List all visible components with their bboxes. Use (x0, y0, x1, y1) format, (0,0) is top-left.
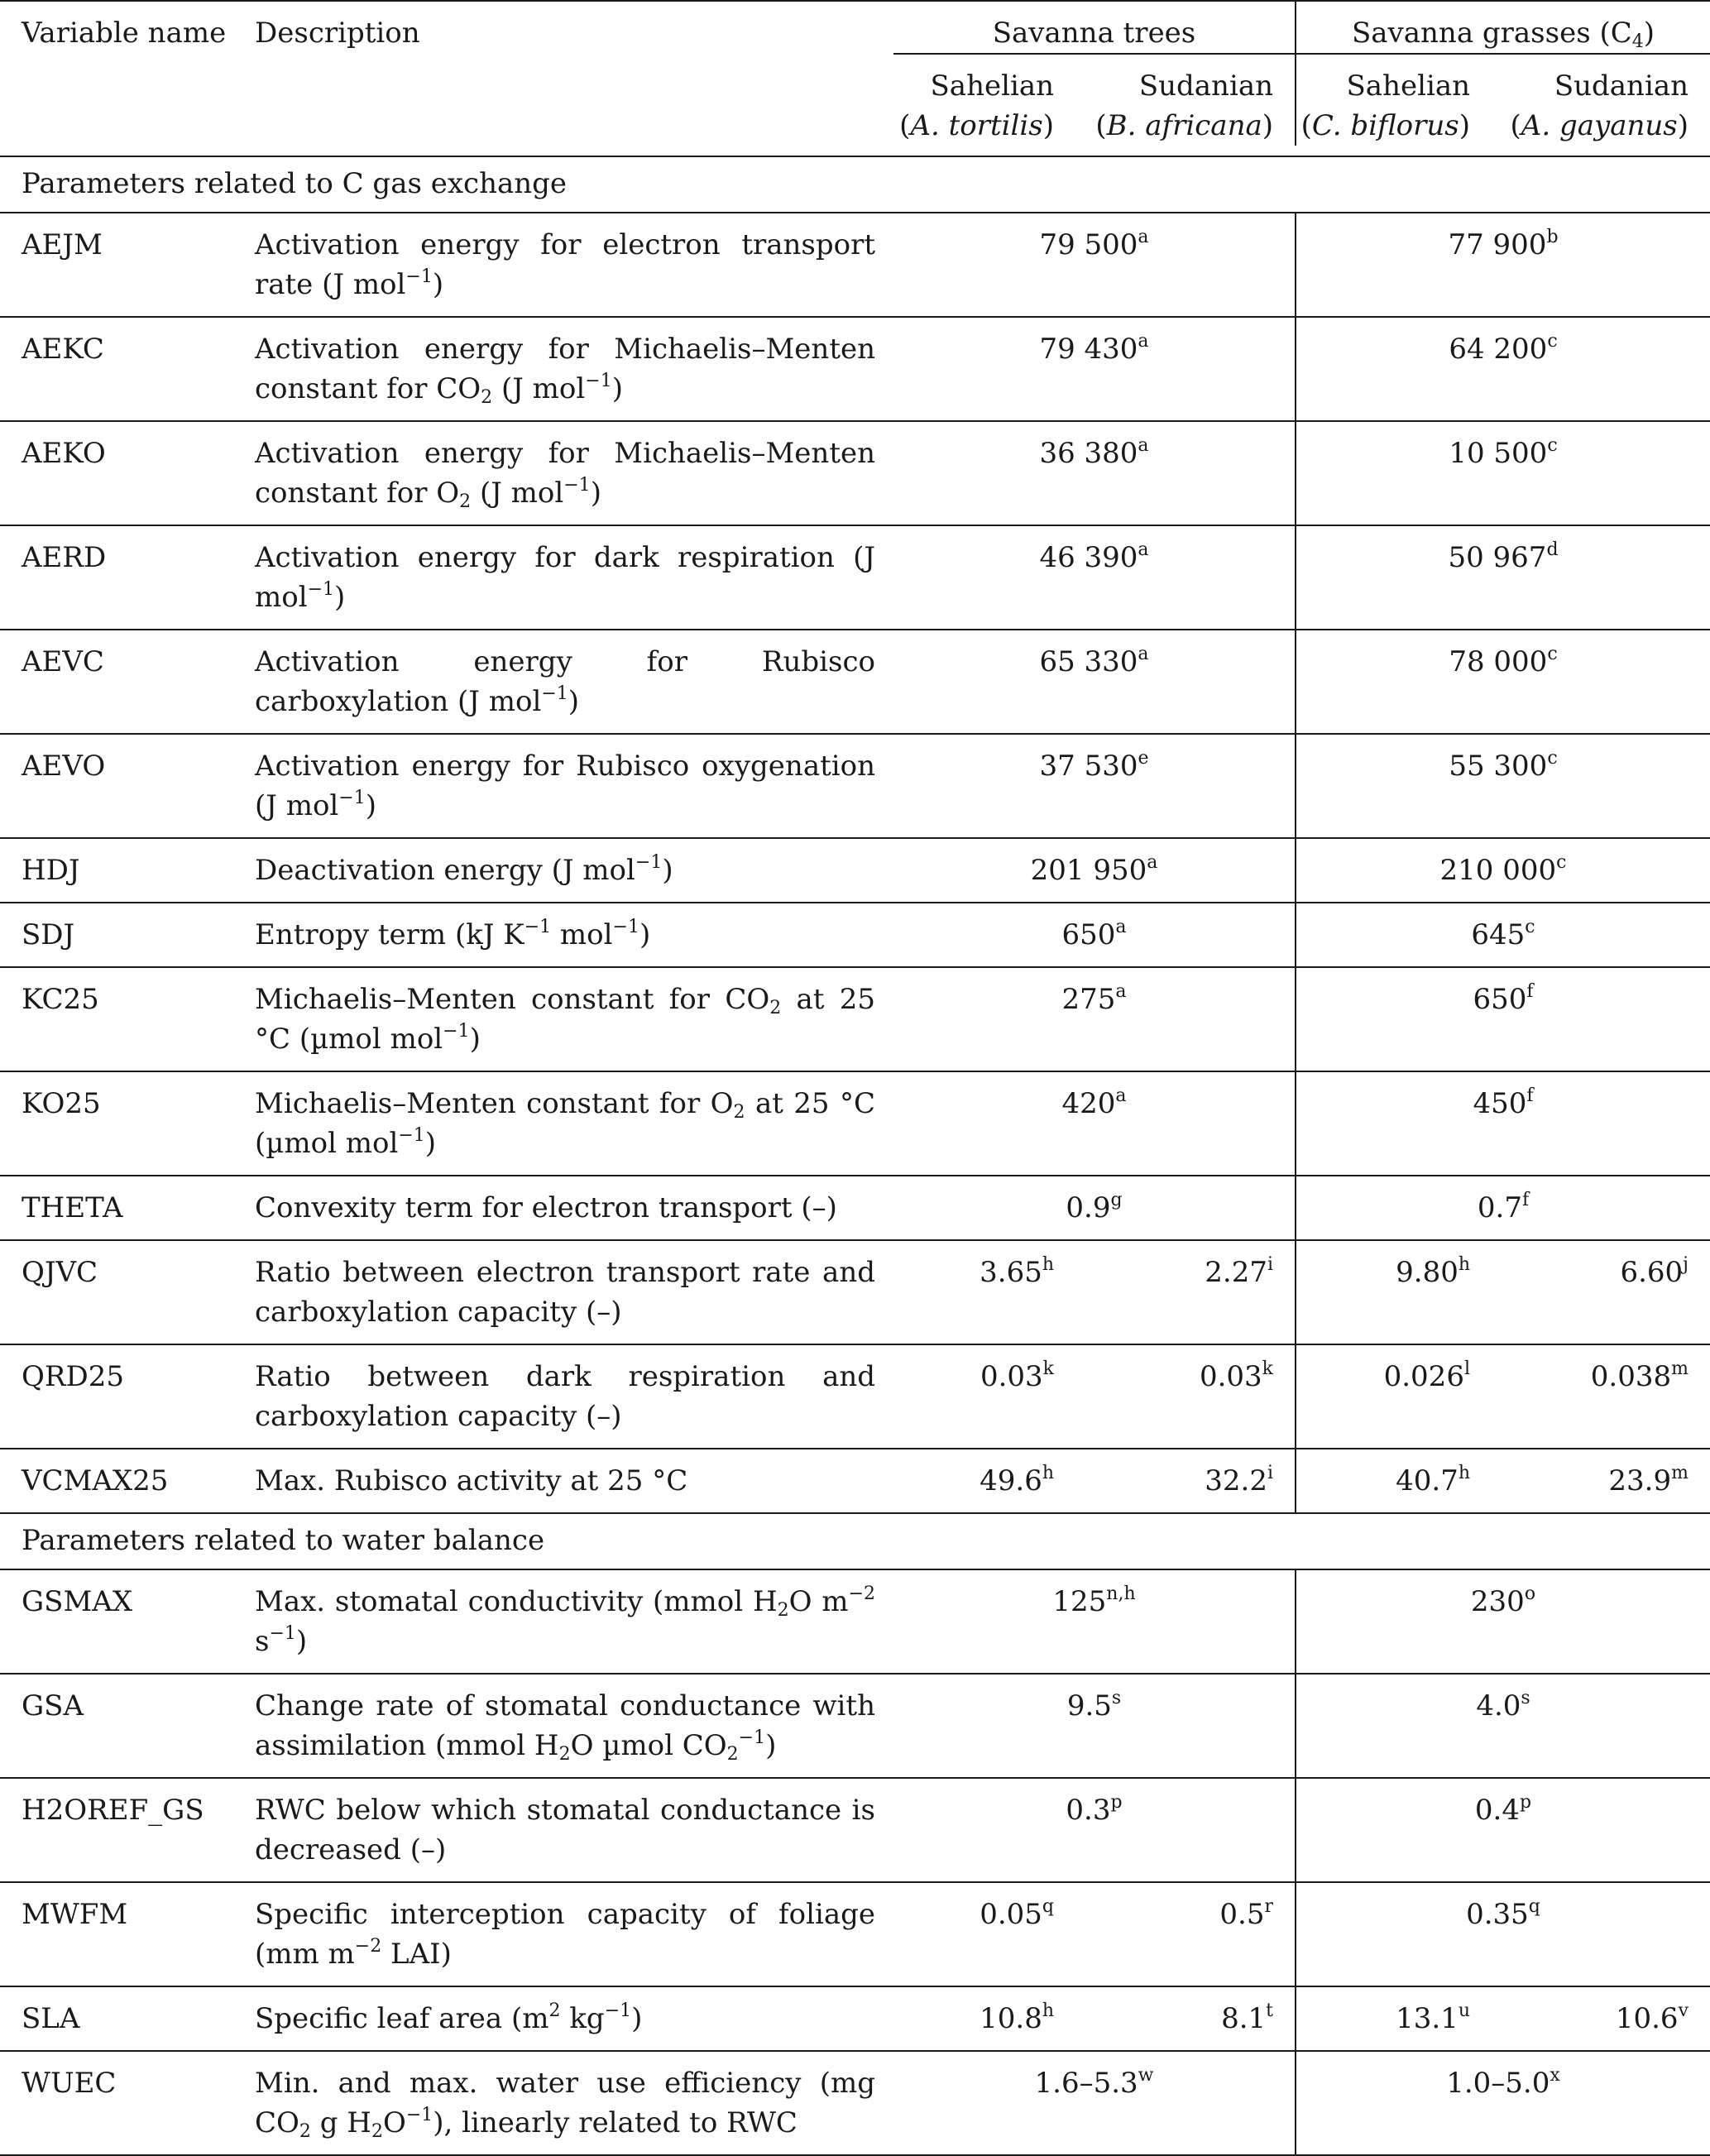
col-header-description: Description (233, 1, 893, 146)
col-header-savanna-trees: Savanna trees (893, 1, 1296, 54)
variable-name: AEJM (0, 213, 233, 317)
table-row (0, 525, 1710, 630)
value-grasses: 0.35$^q$ (1296, 1882, 1710, 1986)
col-header-tree-sahelian: Sahelian (A. tortilis) (899, 69, 1054, 142)
table-row (0, 1569, 1710, 1674)
table-row (0, 1176, 1710, 1240)
variable-description: Max. stomatal conductivity (mmol $H_2O$ $m^{-2}$ $s^{-1}$) (233, 1569, 893, 1674)
value-grasses: 210 000$^c$ (1296, 838, 1710, 903)
variable-description: Ratio between dark respiration and carboxylation capacity (–) (233, 1344, 893, 1449)
value-grasses: 450$^f$ (1296, 1071, 1710, 1176)
variable-description: Activation energy for Rubisco carboxylation (J mol$^{-1}$) (233, 630, 893, 734)
variable-name: SDJ (0, 903, 233, 967)
value-grasses: 50 967$^d$ (1296, 525, 1710, 630)
value-tree-sahelian: 3.65$^h$ (893, 1240, 1079, 1344)
value-trees: 9.5$^s$ (893, 1674, 1296, 1778)
section-title: Parameters related to C gas exchange (0, 156, 1710, 213)
table-row (0, 213, 1710, 317)
variable-name: QRD25 (0, 1344, 233, 1449)
value-grass-sudanian: 0.038$^m$ (1495, 1344, 1710, 1449)
table-row (0, 1344, 1710, 1449)
section-title: Parameters related to water balance (0, 1513, 1710, 1569)
variable-description: Specific interception capacity of foliage (mm $m^{-2}$ LAI) (233, 1882, 893, 1986)
variable-description: Activation energy for Michaelis–Menten constant for $CO_2$ (J mol$^{-1}$) (233, 317, 893, 421)
value-tree-sahelian: 10.8$^h$ (893, 1986, 1079, 2051)
value-grass-sudanian: 23.9$^m$ (1495, 1449, 1710, 1513)
variable-description: Specific leaf area ($m^2$ $kg^{-1}$) (233, 1986, 893, 2051)
table-row (0, 967, 1710, 1071)
table-row (0, 2051, 1710, 2155)
value-trees: 65 330$^a$ (893, 630, 1296, 734)
value-trees: 0.3$^p$ (893, 1778, 1296, 1882)
table-row (0, 1778, 1710, 1882)
value-tree-sudanian: 2.27$^i$ (1079, 1240, 1296, 1344)
table-row (0, 317, 1710, 421)
variable-description: Entropy term (kJ $K^{-1}$ mol$^{-1}$) (233, 903, 893, 967)
value-grasses: 645$^c$ (1296, 903, 1710, 967)
table-row (0, 1449, 1710, 1513)
variable-description: Activation energy for dark respiration (J mol$^{-1}$) (233, 525, 893, 630)
value-grasses: 4.0$^s$ (1296, 1674, 1710, 1778)
value-tree-sahelian: 0.03$^k$ (893, 1344, 1079, 1449)
value-grasses: 230$^o$ (1296, 1569, 1710, 1674)
value-grasses: 64 200$^c$ (1296, 317, 1710, 421)
variable-name: VCMAX25 (0, 1449, 233, 1513)
variable-description: Change rate of stomatal conductance with assimilation (mmol $H_2O$ µmol $CO_2^{-1}$) (233, 1674, 893, 1778)
value-trees: 201 950$^a$ (893, 838, 1296, 903)
value-trees: 0.9$^g$ (893, 1176, 1296, 1240)
section-header (0, 1513, 1710, 1569)
table-row (0, 838, 1710, 903)
variable-description: Max. Rubisco activity at 25 °C (233, 1449, 893, 1513)
variable-description: Ratio between electron transport rate and carboxylation capacity (–) (233, 1240, 893, 1344)
value-trees: 36 380$^a$ (893, 421, 1296, 525)
variable-description: Activation energy for Michaelis–Menten constant for $O_2$ (J mol$^{-1}$) (233, 421, 893, 525)
variable-description: Activation energy for Rubisco oxygenation (J mol$^{-1}$) (233, 734, 893, 838)
value-grass-sahelian: 0.026$^l$ (1296, 1344, 1495, 1449)
value-tree-sahelian: 0.05$^q$ (893, 1882, 1079, 1986)
value-tree-sudanian: 32.2$^i$ (1079, 1449, 1296, 1513)
variable-name: WUEC (0, 2051, 233, 2155)
value-grass-sahelian: 40.7$^h$ (1296, 1449, 1495, 1513)
variable-name: AEKO (0, 421, 233, 525)
table-row (0, 1986, 1710, 2051)
variable-name: AEVC (0, 630, 233, 734)
variable-name: H2OREF_GS (0, 1778, 233, 1882)
variable-description: Michaelis–Menten constant for $CO_2$ at 25 °C (µmol mol$^{-1}$) (233, 967, 893, 1071)
value-grasses: 0.4$^p$ (1296, 1778, 1710, 1882)
value-tree-sudanian: 8.1$^t$ (1079, 1986, 1296, 2051)
variable-name: AEVO (0, 734, 233, 838)
table-row (0, 421, 1710, 525)
table-row (0, 903, 1710, 967)
table-row (0, 1240, 1710, 1344)
header-row-groups (0, 1, 1710, 54)
table-row (0, 1674, 1710, 1778)
col-header-variable: Variable name (0, 1, 233, 146)
section-header (0, 156, 1710, 213)
value-trees: 37 530e (893, 734, 1296, 838)
variable-name: GSMAX (0, 1569, 233, 1674)
col-header-savanna-grasses: Savanna grasses $(C_4)$ (1296, 1, 1710, 54)
value-grasses: 650$^f$ (1296, 967, 1710, 1071)
value-trees: 1.6–5.3$^w$ (893, 2051, 1296, 2155)
variable-name: KC25 (0, 967, 233, 1071)
value-trees: 275$^a$ (893, 967, 1296, 1071)
variable-description: Min. and max. water use efficiency (mg $CO_2$ g $H_2O^{-1}$), linearly related to RWC (233, 2051, 893, 2155)
value-trees: 420$^a$ (893, 1071, 1296, 1176)
variable-name: KO25 (0, 1071, 233, 1176)
variable-name: THETA (0, 1176, 233, 1240)
table-row (0, 1882, 1710, 1986)
value-grasses: 1.0–5.0$^x$ (1296, 2051, 1710, 2155)
value-tree-sahelian: 49.6$^h$ (893, 1449, 1079, 1513)
variable-name: HDJ (0, 838, 233, 903)
variable-name: MWFM (0, 1882, 233, 1986)
value-trees: 650$^a$ (893, 903, 1296, 967)
value-tree-sudanian: 0.5$^r$ (1079, 1882, 1296, 1986)
variable-description: RWC below which stomatal conductance is decreased (–) (233, 1778, 893, 1882)
variable-description: Deactivation energy (J mol$^{-1}$) (233, 838, 893, 903)
value-grass-sahelian: 9.80$^h$ (1296, 1240, 1495, 1344)
variable-description: Convexity term for electron transport (–) (233, 1176, 893, 1240)
variable-name: AERD (0, 525, 233, 630)
table-row (0, 1071, 1710, 1176)
col-header-grass-sahelian: Sahelian (C. biflorus) (1296, 54, 1495, 146)
value-trees: 125$^{n,h}$ (893, 1569, 1296, 1674)
table-row (0, 630, 1710, 734)
variable-name: GSA (0, 1674, 233, 1778)
col-header-tree-sudanian: Sudanian (B. africana) (1095, 69, 1273, 142)
value-tree-sudanian: 0.03$^k$ (1079, 1344, 1296, 1449)
value-grasses: 55 300$^c$ (1296, 734, 1710, 838)
value-grasses: 0.7$^f$ (1296, 1176, 1710, 1240)
variable-description: Michaelis–Menten constant for $O_2$ at 25 °C (µmol mol$^{-1}$) (233, 1071, 893, 1176)
variable-description: Activation energy for electron transport rate (J mol$^{-1}$) (233, 213, 893, 317)
value-grasses: 10 500$^c$ (1296, 421, 1710, 525)
variable-name: AEKC (0, 317, 233, 421)
value-trees: 79 430$^a$ (893, 317, 1296, 421)
value-grasses: 77 900$^b$ (1296, 213, 1710, 317)
value-grasses: 78 000$^c$ (1296, 630, 1710, 734)
table-row (0, 734, 1710, 838)
value-grass-sahelian: 13.1$^u$ (1296, 1986, 1495, 2051)
variable-name: SLA (0, 1986, 233, 2051)
value-grass-sudanian: 6.60$^j$ (1495, 1240, 1710, 1344)
value-trees: 79 500$^a$ (893, 213, 1296, 317)
col-header-grass-sudanian: Sudanian (A. gayanus) (1510, 69, 1688, 142)
value-trees: 46 390$^a$ (893, 525, 1296, 630)
value-grass-sudanian: 10.6$^v$ (1495, 1986, 1710, 2051)
variable-name: QJVC (0, 1240, 233, 1344)
